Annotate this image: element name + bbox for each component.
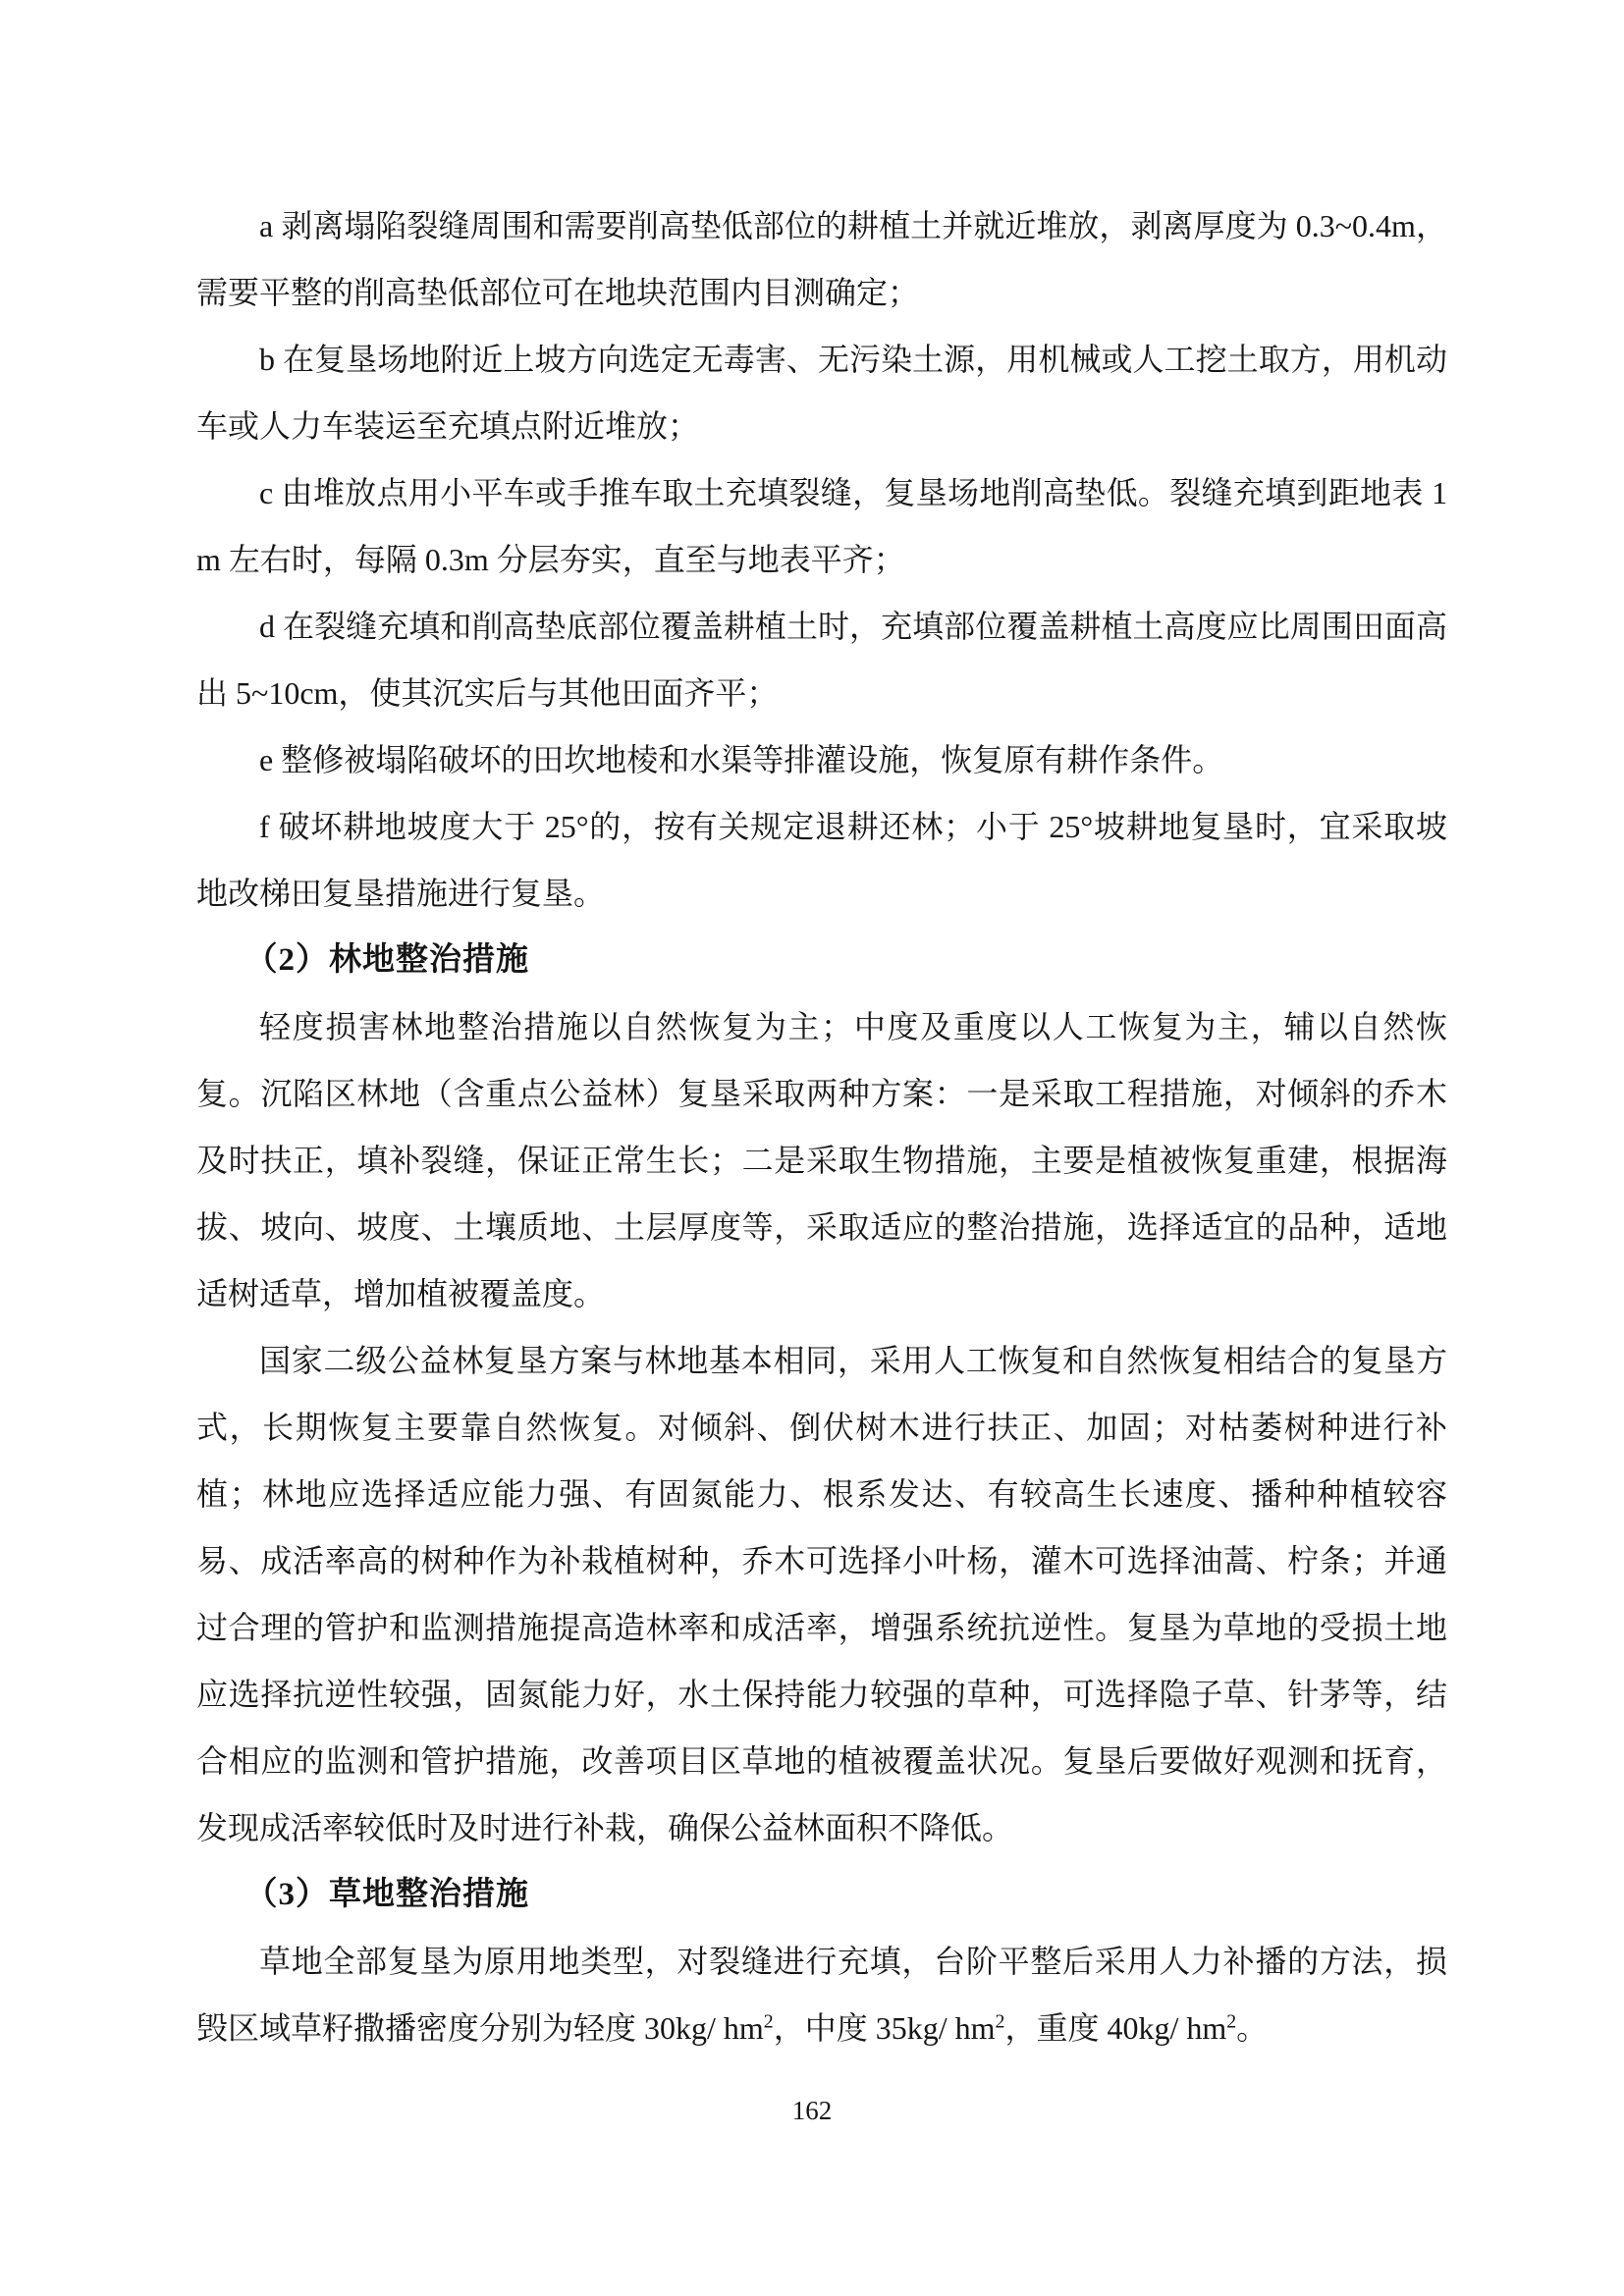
section-heading-forest-measures: （2）林地整治措施 [244, 942, 529, 978]
list-item-b: b 在复垦场地附近上坡方向选定无毒害、无污染土源，用机械或人工挖土取方，用机动车或人力车装运至充填点附近堆放； [196, 342, 1447, 444]
body-paragraph-forest-1: 轻度损害林地整治措施以自然恢复为主；中度及重度以人工恢复为主，辅以自然恢复。沉陷区林地（含重点公益林）复垦采取两种方案：一是采取工程措施，对倾斜的乔木及时扶正，填补裂缝，保证正常生长；二是采取生物措施，主要是植被恢复重建，根据海拔、坡向、坡度、土壤质地、土层厚度等，采取适应的整治措施，选择适宜的品种，适地适树适草，增加植被覆盖度。 [196, 1009, 1447, 1311]
document-body [196, 192, 1447, 2061]
page-number: 162 [791, 2096, 833, 2125]
list-item-d: d 在裂缝充填和削高垫底部位覆盖耕植土时，充填部位覆盖耕植土高度应比周围田面高出 5~10cm，使其沉实后与其他田面齐平； [196, 609, 1447, 711]
list-item-f: f 破坏耕地坡度大于 25°的，按有关规定退耕还林；小于 25°坡耕地复垦时，宜采取坡地改梯田复垦措施进行复垦。 [196, 809, 1447, 911]
list-item-c: c 由堆放点用小平车或手推车取土充填裂缝，复垦场地削高垫低。裂缝充填到距地表 1m 左右时，每隔 0.3m 分层夯实，直至与地表平齐； [196, 475, 1447, 577]
section-heading-grass-measures: （3）草地整治措施 [244, 1877, 529, 1912]
body-paragraph-forest-2: 国家二级公益林复垦方案与林地基本相同，采用人工恢复和自然恢复相结合的复垦方式，长期恢复主要靠自然恢复。对倾斜、倒伏树木进行扶正、加固；对枯萎树种进行补植；林地应选择适应能力强、有固氮能力、根系发达、有较高生长速度、播种种植较容易、成活率高的树种作为补栽植树种，乔木可选择小叶杨，灌木可选择油蒿、柠条；并通过合理的管护和监测措施提高造林率和成活率，增强系统抗逆性。复垦为草地的受损土地应选择抗逆性较强，固氮能力好，水土保持能力较强的草种，可选择隐子草、针茅等，结合相应的监测和管护措施，改善项目区草地的植被覆盖状况。复垦后要做好观测和抚育，发现成活率较低时及时进行补栽，确保公益林面积不降低。 [196, 1343, 1447, 1845]
body-paragraph-grass: 草地全部复垦为原用地类型，对裂缝进行充填，台阶平整后采用人力补播的方法，损毁区域草籽撒播密度分别为轻度 30kg/ $hm^2$，中度 35kg/ $hm^2$，重度 40kg/ $hm^2$。 [196, 1944, 1447, 2046]
list-item-a: a 剥离塌陷裂缝周围和需要削高垫低部位的耕植土并就近堆放，剥离厚度为 0.3~0.4m，需要平整的削高垫低部位可在地块范围内目测确定； [196, 208, 1447, 310]
list-item-e: e 整修被塌陷破坏的田坎地棱和水渠等排灌设施，恢复原有耕作条件。 [259, 742, 1224, 777]
